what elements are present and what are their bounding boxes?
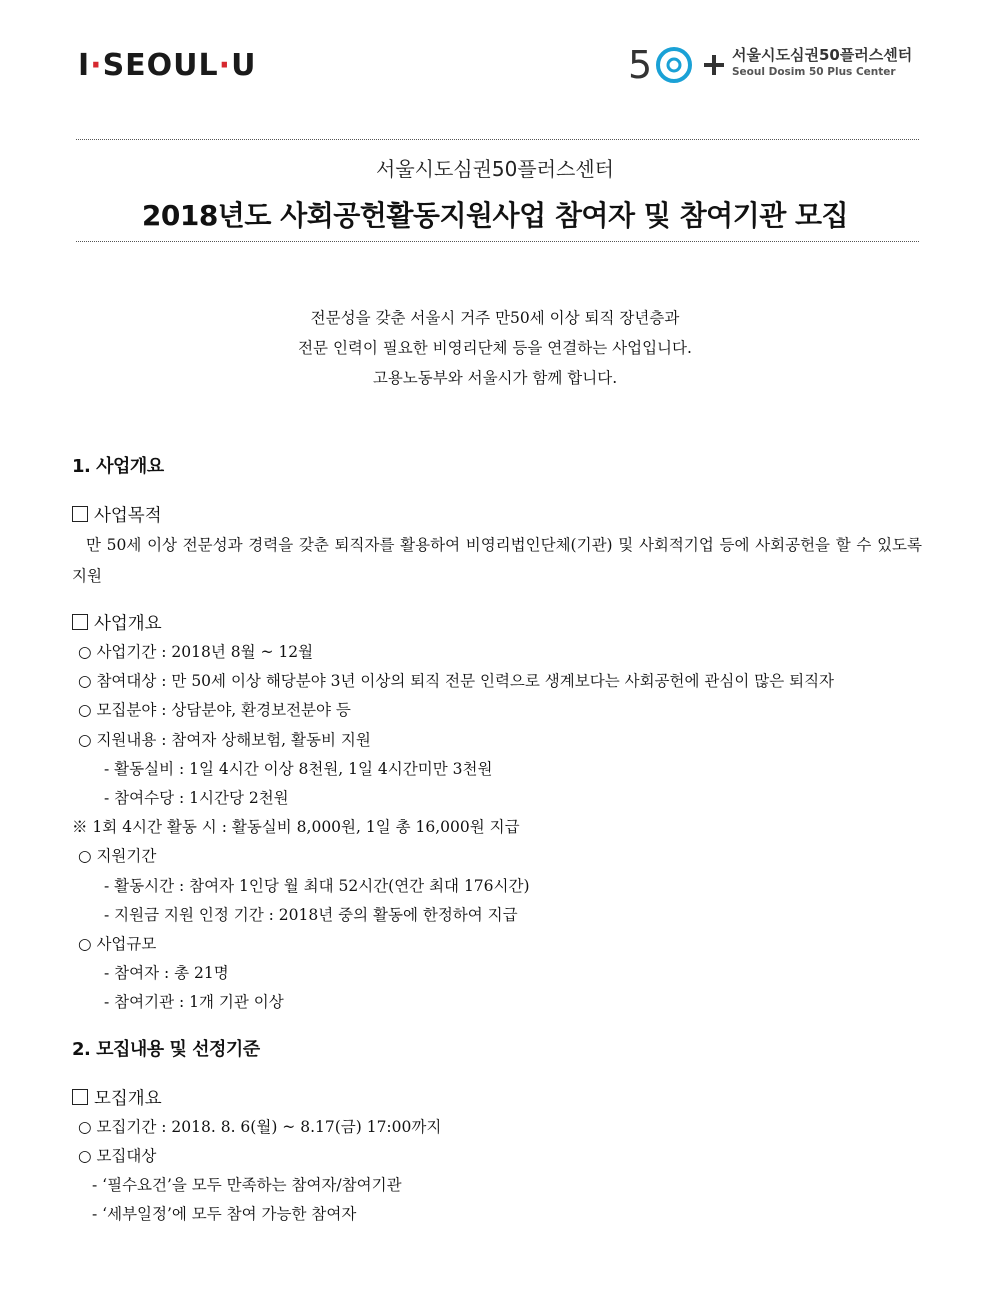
list-item: ○ 사업기간 : 2018년 8월 ~ 12월	[78, 643, 314, 661]
list-subitem: - ‘세부일정’에 모두 참여 가능한 참여자	[92, 1205, 357, 1224]
list-item: ○ 모집기간 : 2018. 8. 6(월) ~ 8.17(금) 17:00까지	[78, 1117, 442, 1136]
doc-title: 2018년도 사회공헌활동지원사업 참여자 및 참여기관 모집	[141, 199, 849, 232]
intro-block	[0, 303, 990, 393]
fifty-plus-mark-icon	[628, 40, 728, 88]
section-heading-2: 2. 모집내용 및 선정기준	[72, 1038, 260, 1060]
list-subitem: - 참여자 : 총 21명	[104, 964, 229, 983]
checkbox-square-icon	[72, 506, 88, 522]
list-subitem: - 참여수당 : 1시간당 2천원	[104, 789, 289, 808]
document-body	[72, 453, 922, 1229]
checkbox-square-icon	[72, 614, 88, 630]
subsection-heading-overview: 사업개요	[72, 610, 922, 638]
logo-korean-name: 서울시도심권50플러스센터	[732, 46, 913, 64]
list-subitem: - 참여기관 : 1개 기관 이상	[104, 993, 284, 1012]
list-subitem: - 지원금 지원 인정 기간 : 2018년 중의 활동에 한정하여 지급	[104, 905, 518, 924]
list-item: ○ 참여대상 : 만 50세 이상 해당분야 3년 이상의 퇴직 전문 인력으로 생계보다는 사회공헌에 관심이 많은 퇴직자	[78, 672, 835, 691]
divider-top	[76, 139, 919, 140]
logo-english-name: Seoul Dosim 50 Plus Center	[732, 66, 896, 78]
intro-line: 전문 인력이 필요한 비영리단체 등을 연결하는 사업입니다.	[298, 339, 692, 357]
subsection-heading-purpose: 사업목적	[72, 502, 922, 530]
purpose-text: 만 50세 이상 전문성과 경력을 갖춘 퇴직자를 활용하여 비영리법인단체(기관) 및 사회적기업 등에 사회공헌을 할 수 있도록 지원	[72, 536, 922, 585]
doc-subtitle: 서울시도심권50플러스센터	[376, 157, 614, 181]
50-plus-center-logo	[628, 40, 928, 90]
list-item: ○ 지원내용 : 참여자 상해보험, 활동비 지원	[78, 730, 371, 749]
section-heading-1: 1. 사업개요	[72, 456, 164, 477]
i-seoul-u-logo: I·SEOUL·U	[78, 48, 257, 83]
list-item: ○ 사업규모	[78, 935, 157, 954]
list-subitem: - ‘필수요건’을 모두 만족하는 참여자/참여기관	[92, 1176, 402, 1195]
intro-line: 전문성을 갖춘 서울시 거주 만50세 이상 퇴직 장년층과	[310, 309, 680, 327]
list-item: ○ 모집대상	[78, 1146, 157, 1165]
list-subitem: - 활동시간 : 참여자 1인당 월 최대 52시간(연간 최대 176시간)	[104, 876, 530, 895]
list-subitem: - 활동실비 : 1일 4시간 이상 8천원, 1일 4시간미만 3천원	[104, 759, 493, 778]
intro-line: 고용노동부와 서울시가 함께 합니다.	[372, 369, 618, 387]
subsection-heading-recruit: 모집개요	[72, 1085, 922, 1113]
divider-bottom	[76, 241, 919, 242]
note-item: ※ 1회 4시간 활동 시 : 활동실비 8,000원, 1일 총 16,000원 지급	[72, 818, 520, 837]
checkbox-square-icon	[72, 1089, 88, 1105]
list-item: ○ 지원기간	[78, 847, 157, 866]
svg-text:5: 5	[628, 43, 653, 87]
list-item: ○ 모집분야 : 상담분야, 환경보전분야 등	[78, 701, 351, 720]
